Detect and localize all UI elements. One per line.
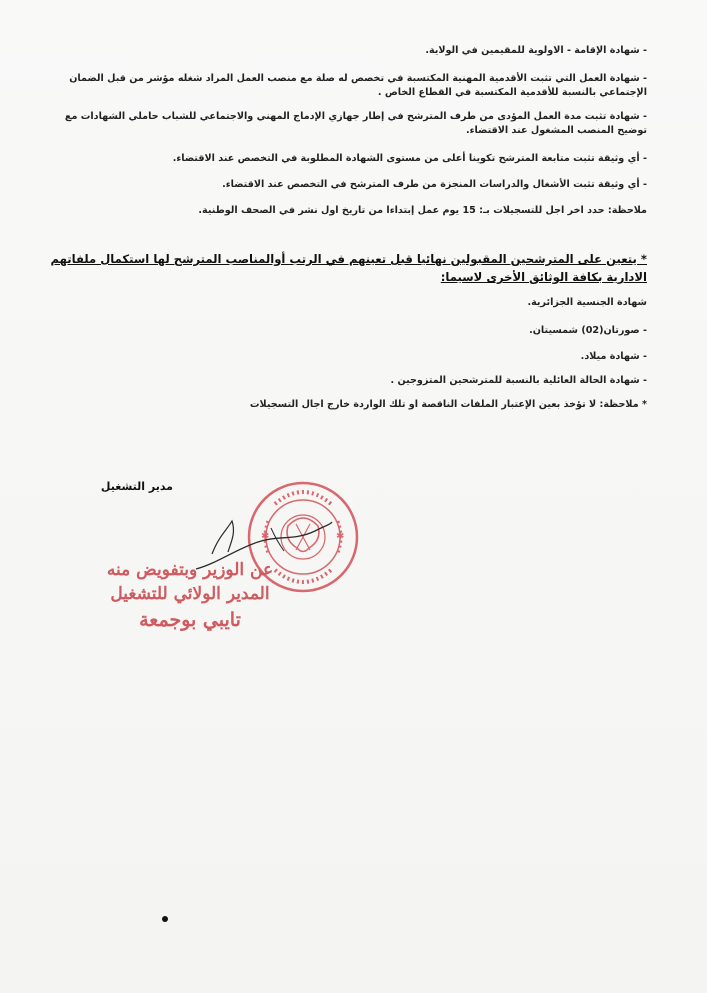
document-photos: - صورتان(02) شمسيتان. xyxy=(529,325,647,336)
requirement-work-certificate: - شهادة العمل التي تثبت الأقدمية المهنية المكتسبة في تخصص له صلة مع منصب العمل المراد شغله مؤشر من قبل الضمان الإجتماعي بالنسبة للأقدمية المكتسبة في القطاع الخاص . xyxy=(69,73,647,98)
requirement-training: - أي وثيقة تثبت متابعة المترشح تكوينا أعلى من مستوى الشهادة المطلوبة في التخصص عند الاقتضاء. xyxy=(172,153,647,164)
document-family-status: - شهادة الحالة العائلية بالنسبة للمترشحين المتزوجين . xyxy=(390,375,647,386)
requirement-studies: - أي وثيقة تثبت الأشغال والدراسات المنجزة من طرف المترشح في التخصص عند الاقتضاء. xyxy=(222,179,647,190)
stamp-name-line: تايبي بوجمعة xyxy=(139,609,241,631)
document-birth-certificate: - شهادة ميلاد. xyxy=(580,351,647,362)
exclusion-note: * ملاحظة: لا تؤخذ بعين الإعتبار الملفات الناقصة او تلك الواردة خارج اجال التسجيلات xyxy=(249,399,647,410)
document-nationality: شهادة الجنسية الجزائرية. xyxy=(527,297,647,308)
deadline-note: ملاحظة: حدد اخر اجل للتسجيلات بـ: 15 يوم عمل إبتداءا من تاريخ اول نشر في الصحف الوطنية. xyxy=(198,205,647,216)
stamp-director-line: المدير الولائي للتشغيل xyxy=(110,584,270,604)
requirement-integration-work: - شهادة تثبت مدة العمل المؤدى من طرف المترشح في إطار جهازي الإدماج المهني والاجتماعي للشباب حاملي الشهادات مع توضيح المنصب المشغول عند الاقتضاء. xyxy=(64,111,647,136)
signatory-title: مدير التشغيل xyxy=(100,480,173,493)
svg-text:✱: ✱ xyxy=(336,531,345,542)
ink-dot xyxy=(162,916,168,922)
stamp-delegation-line: عن الوزير وبتفويض منه xyxy=(106,560,274,580)
svg-text:✱: ✱ xyxy=(261,531,270,542)
requirement-residence: - شهادة الإقامة - الاولوية للمقيمين في الولاية. xyxy=(425,45,647,56)
final-documents-heading: * يتعين على المترشحين المقبولين نهائيا قبل تعينهم في الرتب أوالمناصب المترشح لها استكمال ملفاتهم الادارية بكافة الوثائق الأخرى لاسيما: xyxy=(50,252,647,284)
